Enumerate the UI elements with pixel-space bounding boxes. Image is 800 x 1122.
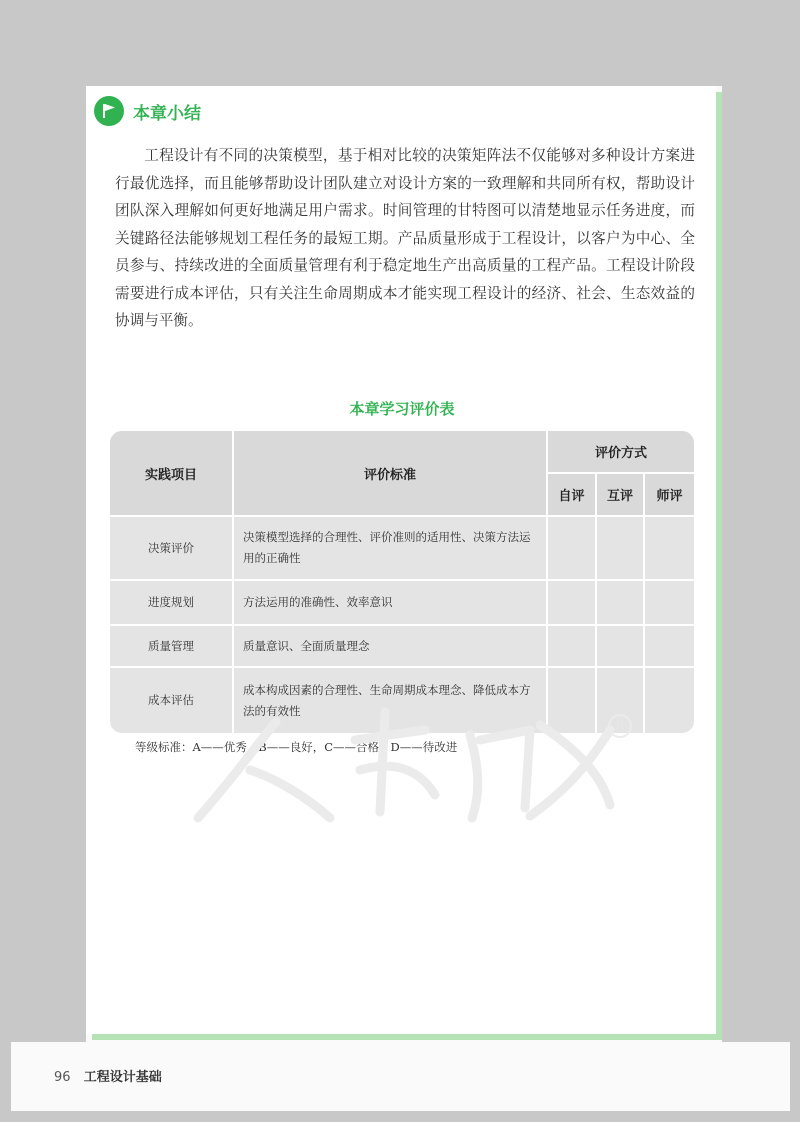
row-item: 决策评价 [110,517,234,581]
self-score-cell[interactable] [548,517,597,581]
teacher-score-cell[interactable] [645,626,694,668]
summary-title: 本章小结 [133,103,201,124]
header-method: 评价方式 [548,431,694,474]
page-right-margin [722,11,790,1042]
book-title: 工程设计基础 [83,1070,162,1085]
self-score-cell[interactable] [548,626,597,668]
header-peer: 互评 [597,474,645,517]
row-criteria: 决策模型选择的合理性、评价准则的适用性、决策方法运用的正确性 [234,517,548,581]
peer-score-cell[interactable] [597,517,645,581]
table-row [110,517,694,581]
table-row [110,668,694,733]
row-criteria: 成本构成因素的合理性、生命周期成本理念、降低成本方法的有效性 [234,668,548,733]
row-criteria: 方法运用的准确性、效率意识 [234,581,548,626]
header-self: 自评 [548,474,597,517]
page-top-margin [11,11,790,86]
svg-text:R: R [615,720,625,735]
summary-paragraph: 工程设计有不同的决策模型，基于相对比较的决策矩阵法不仅能够对多种设计方案进行最优选择，而且能够帮助设计团队建立对设计方案的一致理解和共同所有权，帮助设计团队深入理解如何更好地满足用户需求。时间管理的甘特图可以清楚地显示任务进度，而关键路径法能够规划工程任务的最短工期。产品质量形成于工程设计，以客户为中心、全员参与、持续改进的全面质量管理有利于稳定地生产出高质量的工程产品。工程设计阶段需要进行成本评估，只有关注生命周期成本才能实现工程设计的经济、社会、生态效益的协调与平衡。 [115,147,695,329]
row-item: 成本评估 [110,668,234,733]
header-item: 实践项目 [110,431,234,517]
grade-standard-note: 等级标准：A——优秀，B——良好，C——合格，D——待改进 [135,740,458,754]
evaluation-table [110,431,694,733]
self-score-cell[interactable] [548,668,597,733]
teacher-score-cell[interactable] [645,517,694,581]
page-number: 96 [54,1070,71,1085]
teacher-score-cell[interactable] [645,668,694,733]
header-criteria: 评价标准 [234,431,548,517]
peer-score-cell[interactable] [597,581,645,626]
header-teacher: 师评 [645,474,694,517]
table-row [110,626,694,668]
peer-score-cell[interactable] [597,668,645,733]
self-score-cell[interactable] [548,581,597,626]
flag-icon [94,96,124,126]
teacher-score-cell[interactable] [645,581,694,626]
row-item: 进度规划 [110,581,234,626]
table-row [110,581,694,626]
evaluation-table-title: 本章学习评价表 [349,400,455,418]
page-footer [54,1066,162,1085]
page-left-margin [11,11,86,1042]
peer-score-cell[interactable] [597,626,645,668]
row-criteria: 质量意识、全面质量理念 [234,626,548,668]
row-item: 质量管理 [110,626,234,668]
summary-header [94,95,201,127]
